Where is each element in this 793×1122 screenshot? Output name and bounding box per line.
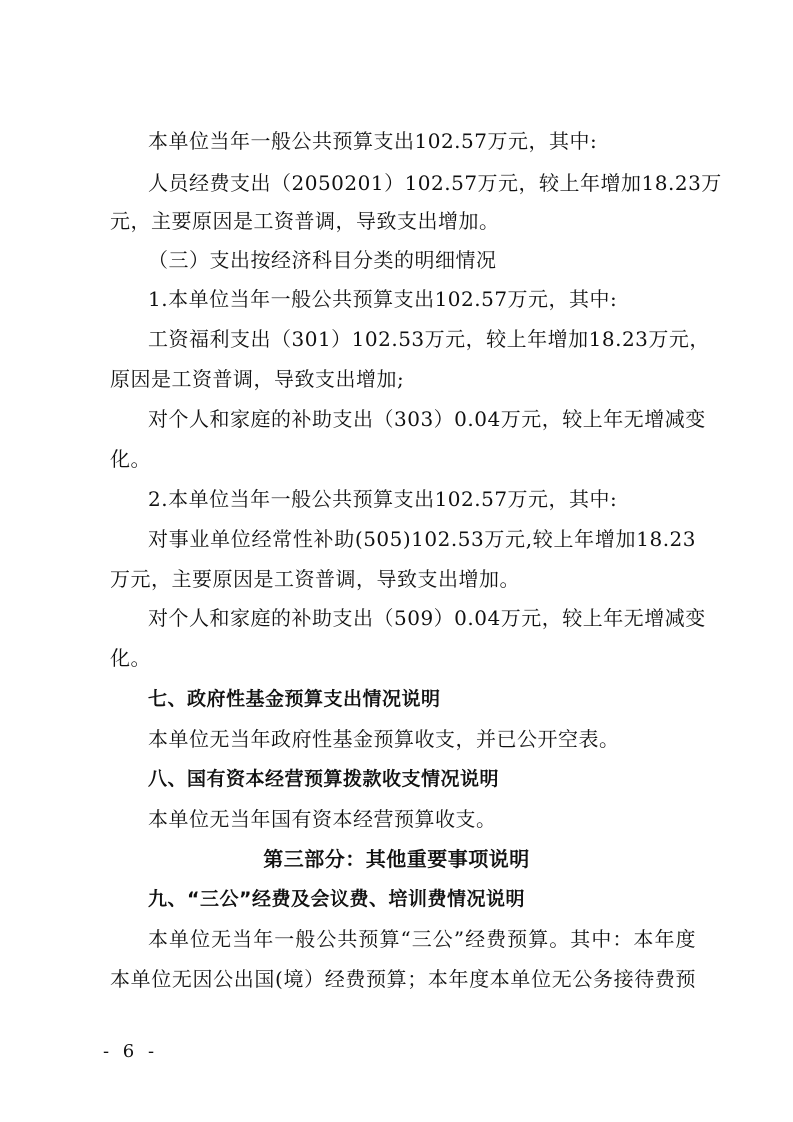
paragraph-line: 本单位无因公出国(境）经费预算；本年度本单位无公务接待费预 bbox=[110, 967, 696, 991]
section-heading: 八、国有资本经营预算拨款收支情况说明 bbox=[148, 768, 500, 790]
section-heading: 七、政府性基金预算支出情况说明 bbox=[148, 688, 441, 710]
paragraph-line: 2.本单位当年一般公共预算支出102.57万元，其中: bbox=[148, 487, 618, 511]
paragraph-line: 人员经费支出（2050201）102.57万元，较上年增加18.23万 bbox=[148, 171, 722, 195]
paragraph-line: 1.本单位当年一般公共预算支出102.57万元，其中: bbox=[148, 287, 618, 311]
paragraph-line: 元，主要原因是工资普调，导致支出增加。 bbox=[110, 209, 500, 233]
part-title: 第三部分：其他重要事项说明 bbox=[263, 847, 530, 871]
subsection-heading: （三）支出按经济科目分类的明细情况 bbox=[148, 248, 497, 272]
paragraph-line: 对个人和家庭的补助支出（303）0.04万元，较上年无增减变 bbox=[148, 407, 706, 431]
paragraph-line: 对事业单位经常性补助(505)102.53万元,较上年增加18.23 bbox=[148, 527, 696, 551]
section-heading: 九、“三公”经费及会议费、培训费情况说明 bbox=[148, 888, 525, 910]
paragraph-line: 化。 bbox=[110, 646, 151, 670]
paragraph-line: 本单位无当年国有资本经营预算收支。 bbox=[148, 807, 497, 831]
paragraph-line: 本单位无当年政府性基金预算收支，并已公开空表。 bbox=[148, 727, 620, 751]
paragraph-line: 本单位无当年一般公共预算“三公”经费预算。其中：本年度 bbox=[148, 927, 696, 951]
page-number: - 6 - bbox=[103, 1041, 159, 1062]
paragraph-line: 万元，主要原因是工资普调，导致支出增加。 bbox=[110, 567, 520, 591]
paragraph-line: 本单位当年一般公共预算支出102.57万元，其中: bbox=[148, 129, 598, 153]
paragraph-line: 原因是工资普调，导致支出增加; bbox=[110, 367, 405, 391]
paragraph-line: 工资福利支出（301）102.53万元，较上年增加18.23万元， bbox=[148, 327, 710, 351]
paragraph-line: 对个人和家庭的补助支出（509）0.04万元，较上年无增减变 bbox=[148, 606, 706, 630]
paragraph-line: 化。 bbox=[110, 447, 151, 471]
